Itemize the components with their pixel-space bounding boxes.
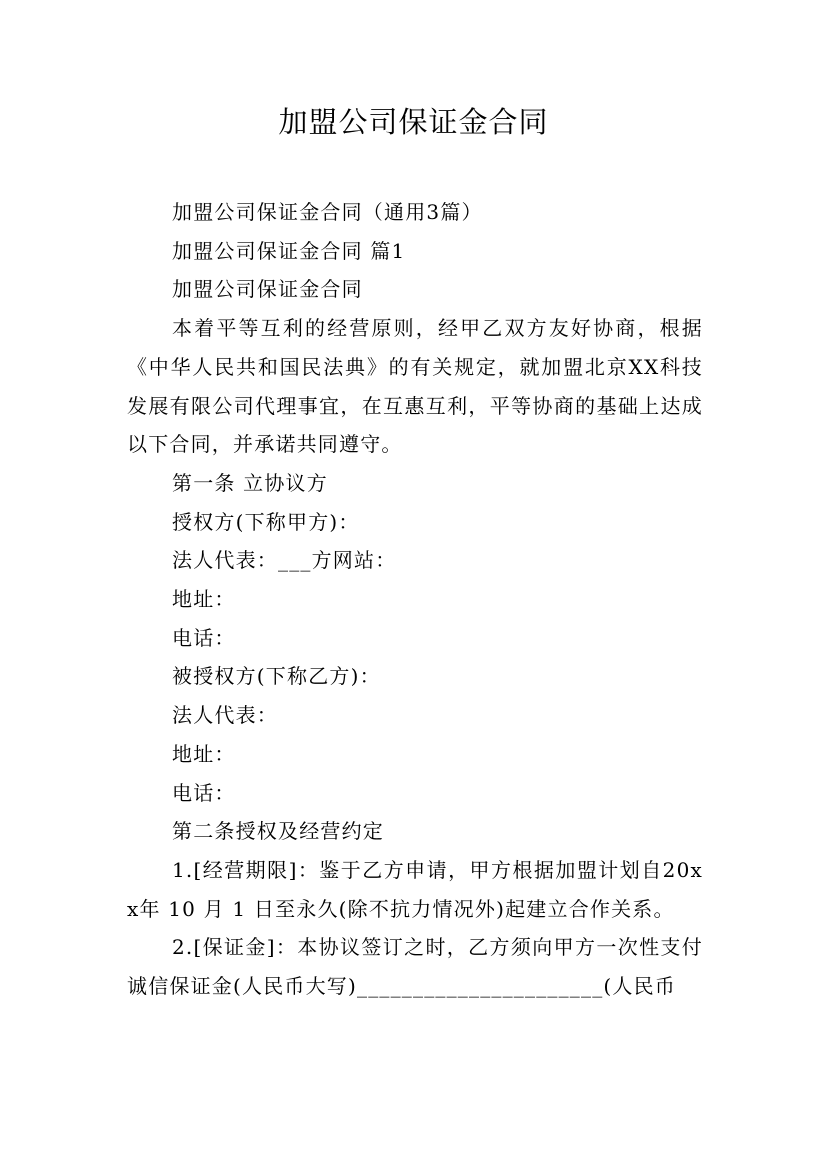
document-title: 加盟公司保证金合同 [278,105,549,139]
paragraph-party-a: 授权方(下称甲方)： [172,509,360,534]
paragraph-preamble: 本着平等互利的经营原则，经甲乙双方友好协商，根据《中华人民共和国民法典》的有关规定，就加盟北京XX科技发展有限公司代理事宜，在互惠互利，平等协商的基础上达成以下合同，并承诺共同遵守。 [127,316,703,457]
paragraph-subtitle: 加盟公司保证金合同（通用3篇） [172,200,483,224]
paragraph-deposit: 2.[保证金]：本协议签订之时，乙方须向甲方一次性支付诚信保证金(人民币大写)______________________(人民币 [127,935,703,999]
paragraph-party-a-address: 地址： [172,587,236,612]
paragraph-article-2: 第二条授权及经营约定 [172,819,384,844]
paragraph-party-a-phone: 电话： [172,625,236,650]
paragraph-party-b-phone: 电话： [172,780,236,805]
paragraph-term: 1.[经营期限]：鉴于乙方申请，甲方根据加盟计划自20xx年 10 月 1 日至永久(除不抗力情况外)起建立合作关系。 [127,857,704,921]
paragraph-party-b: 被授权方(下称乙方)： [172,664,381,689]
paragraph-contract-name: 加盟公司保证金合同 [172,277,363,302]
paragraph-party-b-representative: 法人代表： [172,703,278,728]
paragraph-article-1: 第一条 立协议方 [172,470,328,495]
paragraph-party-a-representative: 法人代表：___方网站： [172,548,397,573]
paragraph-section-heading: 加盟公司保证金合同 篇1 [172,238,406,263]
document-body [127,193,703,1006]
paragraph-party-b-address: 地址： [172,741,236,766]
